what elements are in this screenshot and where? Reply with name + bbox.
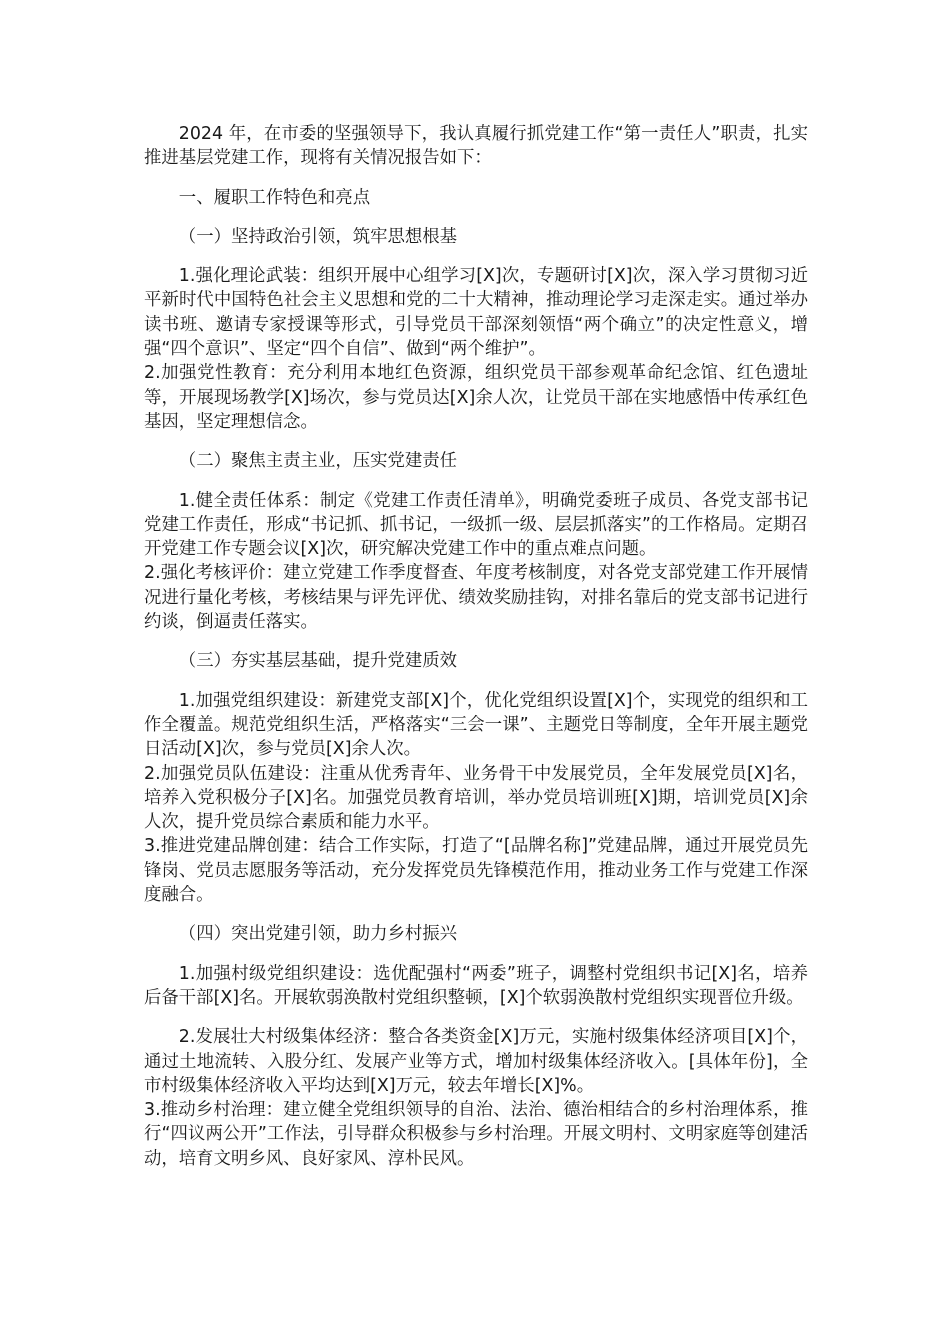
paragraph-2-1: 1.健全责任体系：制定《党建工作责任清单》，明确党委班子成员、各党支部书记党建工作责任，形成“书记抓、抓书记，一级抓一级、层层抓落实”的工作格局。定期召开党建工作专题会议[X]次，研究解决党建工作中的重点难点问题。 <box>144 490 808 560</box>
paragraph-1-1: 1.强化理论武装：组织开展中心组学习[X]次，专题研讨[X]次，深入学习贯彻习近平新时代中国特色社会主义思想和党的二十大精神，推动理论学习走深走实。通过举办读书班、邀请专家授课等形式，引导党员干部深刻领悟“两个确立”的决定性意义，增强“四个意识”、坚定“四个自信”、做到“两个维护”。 <box>144 266 808 360</box>
paragraph-3-2: 2.加强党员队伍建设：注重从优秀青年、业务骨干中发展党员，全年发展党员[X]名，培养入党积极分子[X]名。加强党员教育培训，举办党员培训班[X]期，培训党员[X]余人次，提升党员综合素质和能力水平。 <box>144 763 808 833</box>
subsection-3-title: （三）夯实基层基础，提升党建质效 <box>178 651 458 672</box>
subsection-2-title: （二）聚焦主责主业，压实党建责任 <box>178 451 458 472</box>
paragraph-2-2: 2.强化考核评价：建立党建工作季度督查、年度考核制度，对各党支部党建工作开展情况进行量化考核，考核结果与评先评优、绩效奖励挂钩，对排名靠后的党支部书记进行约谈，倒逼责任落实。 <box>144 563 808 633</box>
paragraph-4-1: 1.加强村级党组织建设：选优配强村“两委”班子，调整村党组织书记[X]名，培养后备干部[X]名。开展软弱涣散村党组织整顿，[X]个软弱涣散村党组织实现晋位升级。 <box>144 963 808 1008</box>
paragraph-3-3: 3.推进党建品牌创建：结合工作实际，打造了“[品牌名称]”党建品牌，通过开展党员先锋岗、党员志愿服务等活动，充分发挥党员先锋模范作用，推动业务工作与党建工作深度融合。 <box>144 836 808 906</box>
paragraph-1-2: 2.加强党性教育：充分利用本地红色资源，组织党员干部参观革命纪念馆、红色遗址等，开展现场教学[X]场次，参与党员达[X]余人次，让党员干部在实地感悟中传承红色基因，坚定理想信念。 <box>144 363 808 432</box>
section-1-title: 一、履职工作特色和亮点 <box>178 187 371 208</box>
paragraph-4-2: 2.发展壮大村级集体经济：整合各类资金[X]万元，实施村级集体经济项目[X]个，通过土地流转、入股分红、发展产业等方式，增加村级集体经济收入。[具体年份]，全市村级集体经济收入平均达到[X]万元，较去年增长[X]%。 <box>144 1027 808 1096</box>
document-page <box>144 122 808 1171</box>
subsection-1-title: （一）坚持政治引领，筑牢思想根基 <box>178 226 458 247</box>
intro-paragraph: 2024 年，在市委的坚强领导下，我认真履行抓党建工作“第一责任人”职责，扎实推进基层党建工作，现将有关情况报告如下： <box>144 124 808 169</box>
paragraph-3-1: 1.加强党组织建设：新建党支部[X]个，优化党组织设置[X]个，实现党的组织和工作全覆盖。规范党组织生活，严格落实“三会一课”、主题党日等制度，全年开展主题党日活动[X]次，参与党员[X]余人次。 <box>144 690 808 760</box>
subsection-4-title: （四）突出党建引领，助力乡村振兴 <box>178 924 458 945</box>
paragraph-4-3: 3.推动乡村治理：建立健全党组织领导的自治、法治、德治相结合的乡村治理体系，推行“四议两公开”工作法，引导群众积极参与乡村治理。开展文明村、文明家庭等创建活动，培育文明乡风、良好家风、淳朴民风。 <box>144 1100 808 1169</box>
